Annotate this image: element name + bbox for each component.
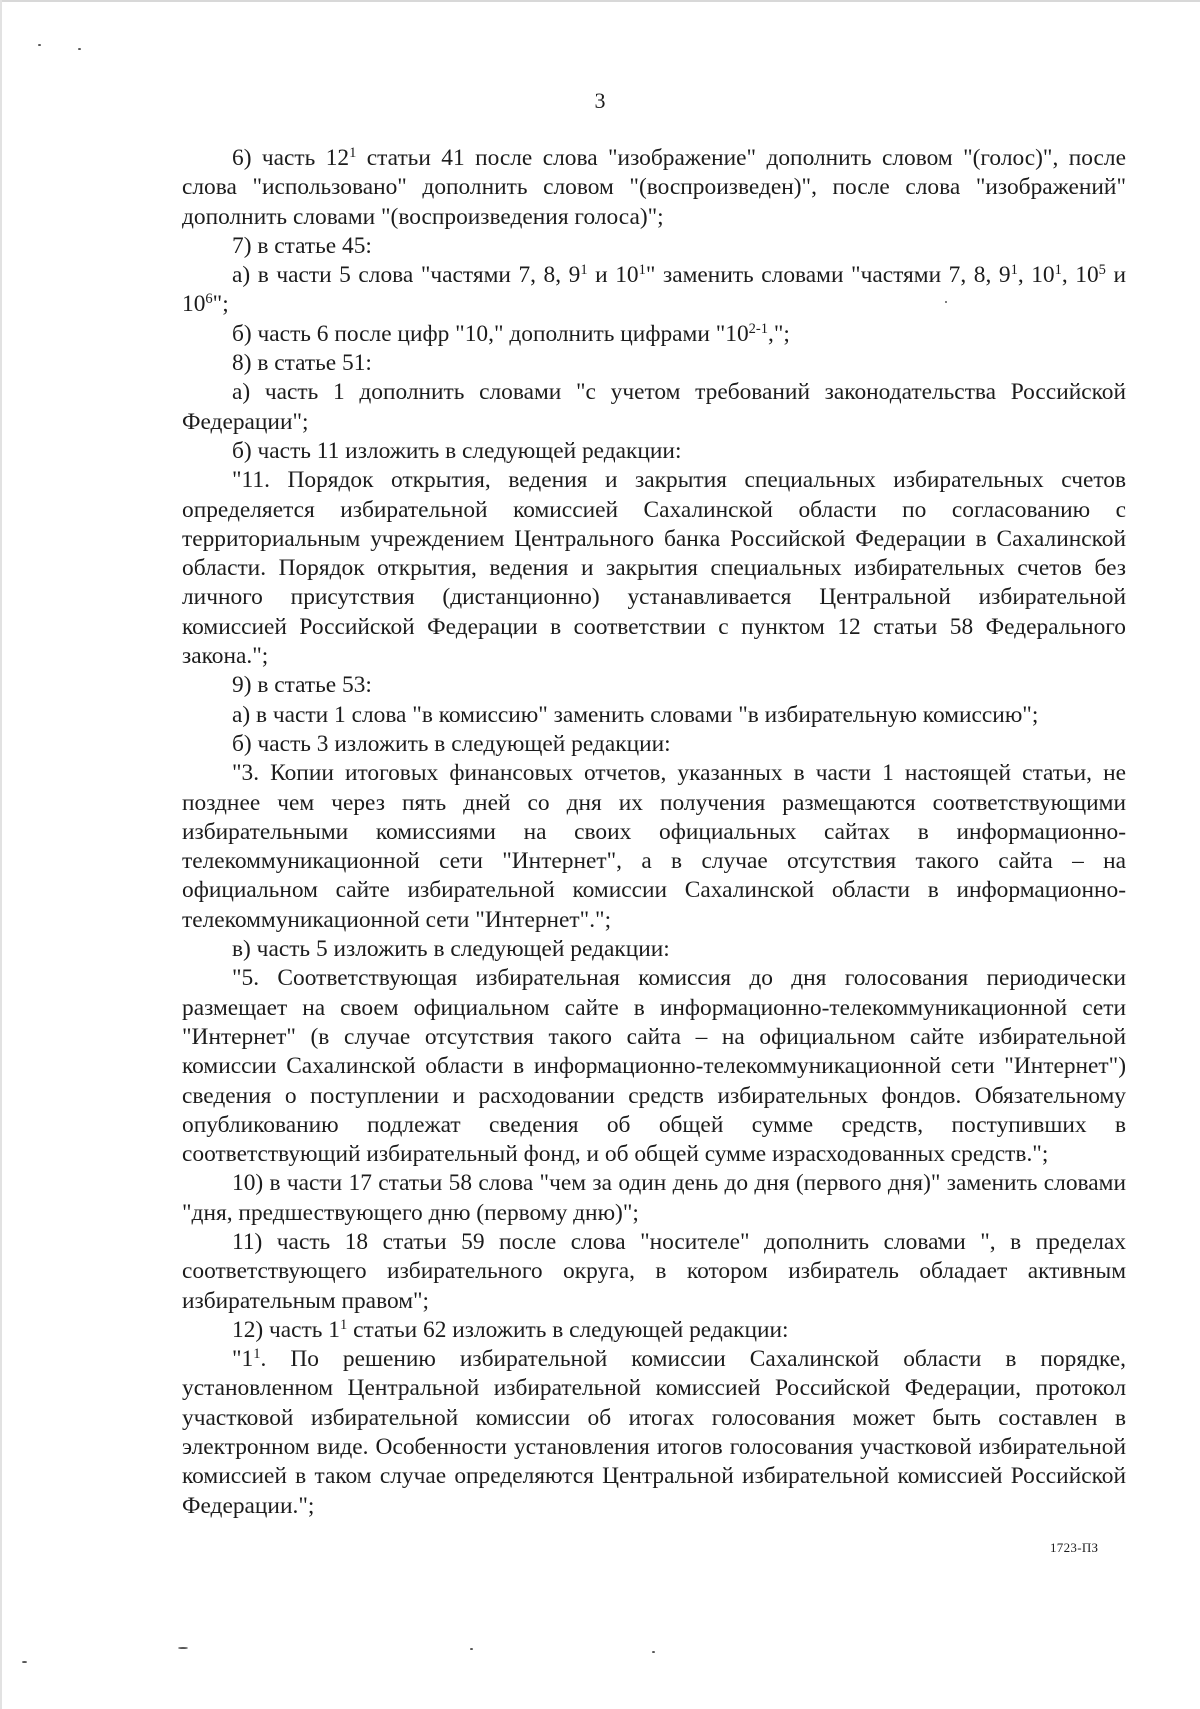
paragraph-item-6 (182, 144, 1126, 232)
paragraph-text: и 10 (182, 262, 1126, 318)
paragraph-item-9a: а) в части 1 слова "в комиссию" заменить словами "в избирательную комиссию"; (232, 701, 1039, 728)
superscript: 6 (205, 291, 213, 308)
paragraph-item-8: 8) в статье 51: (232, 350, 372, 377)
paragraph-text: и 10 (587, 262, 639, 289)
paragraph-text: статьи 41 после слова "изображение" дополнить словом "(голос)", после слова "использовано" дополнить словом "(воспроизведен)", после слова "изображений" дополнить словами "(воспроизведения голоса)"; (182, 145, 1126, 230)
superscript: 1 (340, 1316, 348, 1333)
superscript: 2-1 (748, 320, 769, 337)
superscript: 1 (580, 262, 588, 279)
paragraph-item-7b (182, 320, 1126, 349)
scan-speck (652, 1651, 655, 1653)
paragraph-text: б) часть 6 после цифр "10," дополнить цифрами "10 (232, 320, 749, 347)
quoted-part-1-1 (182, 1345, 1126, 1521)
paragraph-text: , 10 (1061, 262, 1099, 289)
scan-speck (178, 1647, 188, 1649)
paragraph-item-9: 9) в статье 53: (232, 672, 372, 699)
paragraph-item-8b: б) часть 11 изложить в следующей редакции: (232, 437, 682, 464)
scan-speck (38, 44, 41, 46)
paragraph-text: " заменить словами "частями 7, 8, 9 (645, 262, 1011, 289)
paragraph-item-9c: в) часть 5 изложить в следующей редакции: (232, 936, 670, 963)
page-number: 3 (594, 88, 606, 113)
paragraph-item-7: 7) в статье 45: (232, 232, 372, 259)
superscript: 1 (349, 145, 357, 162)
superscript: 5 (1098, 262, 1106, 279)
paragraph-text: , 10 (1017, 262, 1055, 289)
paragraph-text: . По решению избирательной комиссии Сахалинской области в порядке, установленном Центральной избирательной комиссией Российской Федерации, протокол участковой избирательной комиссии об итогах голосования может быть составлен в электронном виде. Особенности установления итогов голосования участковой избирательной комиссией в таком случае определяются Центральной избирательной комиссией Российской Федерации."; (182, 1346, 1126, 1519)
scan-edge-left (0, 0, 2, 1709)
paragraph-item-7a (182, 261, 1126, 320)
paragraph-item-12 (182, 1316, 1126, 1345)
scan-speck (78, 48, 81, 50)
paragraph-text: а) в части 5 слова "частями 7, 8, 9 (232, 262, 581, 289)
document-code: 1723-ПЗ (1050, 1540, 1099, 1555)
quoted-part-11: "11. Порядок открытия, ведения и закрытия специальных избирательных счетов определяется избирательной комиссией Сахалинской области по согласованию с территориальным учреждением Центрального банка Российской Федерации в Сахалинской области. Порядок открытия, ведения и закрытия специальных избирательных счетов без личного присутствия (дистанционно) устанавливается Центральной избирательной комиссией Российской Федерации в соответствии с пунктом 12 статьи 58 Федерального закона."; (182, 467, 1126, 670)
paragraph-item-8a: а) часть 1 дополнить словами "с учетом требований законодательства Российской Федерации"; (182, 379, 1126, 435)
paragraph-text: 12) часть 1 (232, 1316, 340, 1343)
paragraph-item-11: 11) часть 18 статьи 59 после слова "носителе" дополнить словами ", в пределах соответствующего избирательного округа, в котором избиратель обладает активным избирательным правом"; (182, 1228, 1126, 1314)
scan-speck (22, 1661, 27, 1663)
paragraph-text: ,"; (768, 320, 790, 347)
superscript: 1 (1010, 262, 1018, 279)
paragraph-text: 6) часть 12 (232, 145, 350, 171)
document-body (182, 144, 1126, 1521)
quoted-part-5: "5. Соответствующая избирательная комиссия до дня голосования периодически размещает на своем официальном сайте в информационно-телекоммуникационной сети "Интернет" (в случае отсутствия такого сайта – на официальном сайте избирательной комиссии Сахалинской области в информационно-телекоммуникационной сети "Интернет") сведения о поступлении и расходовании средств избирательных фондов. Обязательному опубликованию подлежат сведения об общей сумме средств, поступивших в соответствующий избирательный фонд, и об общей сумме израсходованных средств."; (182, 965, 1126, 1168)
paragraph-text: "; (212, 291, 229, 318)
scan-edge-top (0, 0, 1200, 2)
paragraph-item-10: 10) в части 17 статьи 58 слова "чем за один день до дня (первого дня)" заменить словами "дня, предшествующего дню (первому дню)"; (182, 1170, 1126, 1226)
quoted-part-3: "3. Копии итоговых финансовых отчетов, указанных в части 1 настоящей статьи, не позднее чем через пять дней со дня их получения размещаются соответствующими избирательными комиссиями на своих официальных сайтах в информационно-телекоммуникационной сети "Интернет", а в случае отсутствия такого сайта – на официальном сайте избирательной комиссии Сахалинской области в информационно-телекоммуникационной сети "Интернет"."; (182, 760, 1126, 933)
scan-speck (470, 1648, 473, 1650)
superscript: 1 (638, 262, 646, 279)
paragraph-text: "1 (232, 1346, 254, 1373)
paragraph-item-9b: б) часть 3 изложить в следующей редакции: (232, 730, 671, 757)
superscript: 1 (1054, 262, 1062, 279)
superscript: 1 (253, 1346, 261, 1363)
paragraph-text: статьи 62 изложить в следующей редакции: (347, 1316, 789, 1343)
